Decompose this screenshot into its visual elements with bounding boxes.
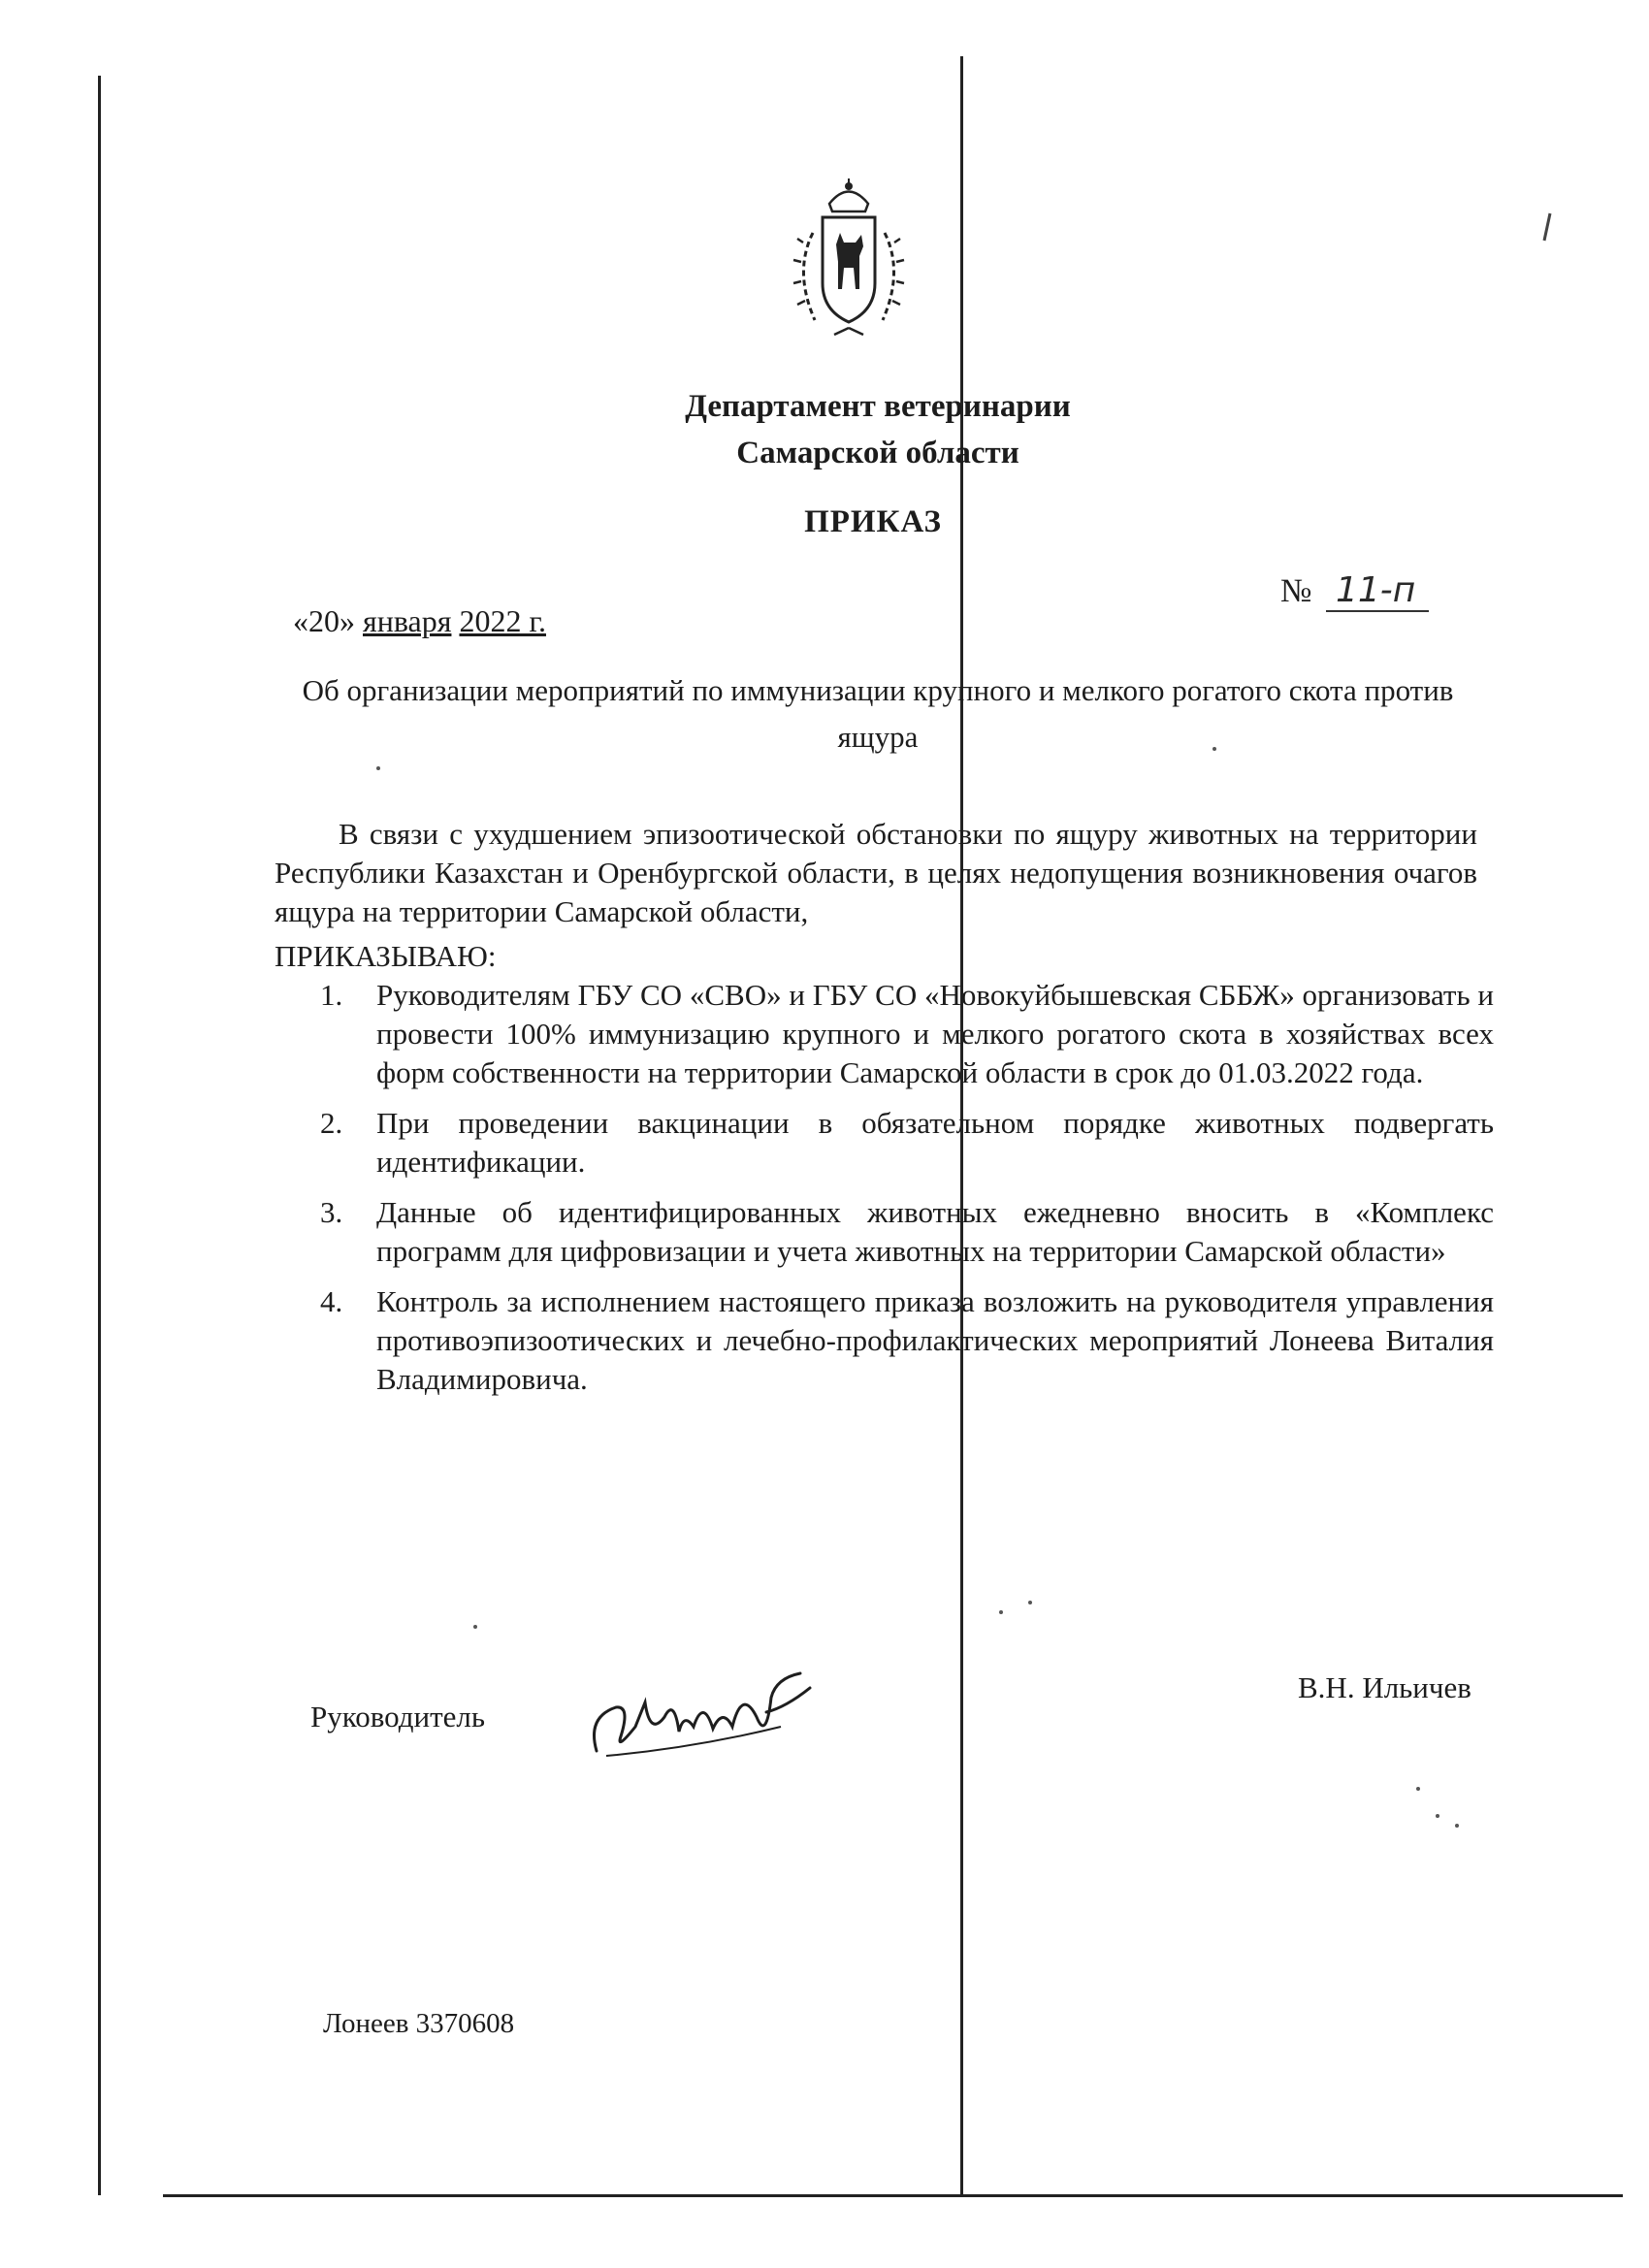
order-item — [320, 1104, 1494, 1182]
item-text: При проведении вакцинации в обязательном порядке животных подвергать идентификации. — [376, 1106, 1494, 1179]
order-items — [320, 976, 1494, 1410]
signatory-name: В.Н. Ильичев — [1298, 1670, 1471, 1704]
scan-dot — [1436, 1814, 1439, 1818]
department-name — [582, 383, 1174, 476]
item-text: Данные об идентифицированных животных ежедневно вносить в «Комплекс программ для цифровизации и учета животных на территории Самарской области» — [376, 1195, 1494, 1268]
document-title: ПРИКАЗ — [804, 504, 942, 539]
scan-dot — [1455, 1824, 1459, 1828]
preamble-text: В связи с ухудшением эпизоотической обстановки по ящуру животных на территории Республики Казахстан и Оренбургской области, в целях недопущения возникновения очагов ящура на территории Самарской области, — [275, 817, 1477, 928]
item-number: 4. — [320, 1284, 343, 1318]
order-subject: Об организации мероприятий по иммунизации крупного и мелкого рогатого скота против ящура — [302, 673, 1454, 754]
scan-dot — [1416, 1787, 1420, 1791]
order-word: ПРИКАЗЫВАЮ: — [275, 939, 497, 973]
order-item — [320, 976, 1494, 1092]
scan-mark-icon — [1540, 211, 1554, 244]
order-item — [320, 1282, 1494, 1399]
handwritten-signature-icon — [577, 1659, 839, 1766]
signatory-position: Руководитель — [310, 1700, 486, 1733]
item-number: 2. — [320, 1106, 343, 1140]
order-item — [320, 1193, 1494, 1271]
preamble — [275, 815, 1477, 931]
contact-info: Лонеев 3370608 — [323, 2008, 515, 2039]
samara-coat-of-arms-icon — [776, 175, 922, 340]
order-number — [1280, 570, 1429, 612]
item-number: 1. — [320, 978, 343, 1012]
scan-dot — [473, 1625, 477, 1629]
scan-dot — [1212, 747, 1216, 751]
scan-border-left — [98, 76, 101, 2195]
scan-border-bottom — [163, 2194, 1623, 2197]
scan-dot — [1028, 1601, 1032, 1604]
scan-dot — [999, 1610, 1003, 1614]
item-text: Контроль за исполнением настоящего приказа возложить на руководителя управления противоэпизоотических и лечебно-профилактических мероприятий Лонеева Виталия Владимировича. — [376, 1284, 1494, 1396]
order-date — [293, 603, 546, 639]
item-number: 3. — [320, 1195, 343, 1229]
date-day: «20» — [293, 603, 355, 638]
date-year: 2022 г. — [459, 603, 546, 638]
item-text: Руководителям ГБУ СО «СВО» и ГБУ СО «Новокуйбышевская СББЖ» организовать и провести 100% иммунизацию крупного и мелкого рогатого скота в хозяйствах всех форм собственности на территории Самарской области в срок до 01.03.2022 года. — [376, 978, 1494, 1089]
number-label: № — [1280, 573, 1312, 609]
department-line-1: Департамент ветеринарии — [685, 389, 1071, 424]
scan-dot — [376, 766, 380, 770]
department-line-2: Самарской области — [736, 436, 1019, 470]
number-value: 11-п — [1326, 570, 1429, 612]
date-month: января — [363, 603, 452, 638]
